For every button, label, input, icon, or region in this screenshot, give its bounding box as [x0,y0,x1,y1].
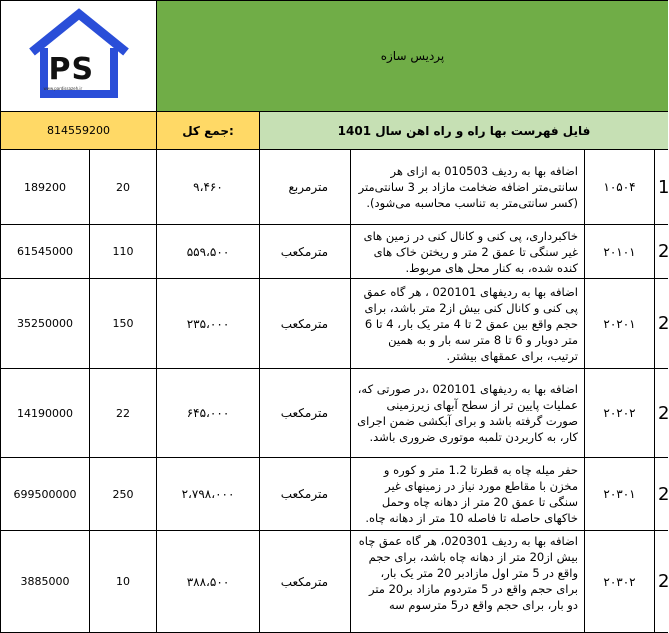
unit-text: مترمکعب [280,574,328,589]
unit-price-text: ۹،۴۶۰ [193,180,223,194]
description-cell [351,279,585,369]
description-cell [351,531,585,633]
quantity-text: 110 [112,245,134,258]
logo-text: PS [48,52,95,87]
amount-cell [0,458,90,531]
amount-cell [0,279,90,369]
logo [24,8,134,104]
unit-text: مترمکعب [280,487,328,501]
quantity-cell [90,225,157,279]
description-text: حفر میله چاه به قطرتا 1.2 متر و کوره و مخزن با مقاطع مورد نیاز در زمینهای غیر سنگی تا عمق 20 متر از دهانه چاه وحمل خاکهای حاصله تا فاصله 10 متر از دهانه چاه. [365,463,578,525]
description-cell [351,225,585,279]
unit-price-cell [157,150,260,225]
total-value-cell [0,112,157,150]
chapter-index-text: 2 [658,402,669,424]
chapter-index-cell [655,279,668,369]
chapter-index-cell [655,458,668,531]
item-code-text: ۲۰۳۰۱ [603,487,636,501]
unit-price-cell [157,369,260,458]
item-code-text: ۲۰۲۰۲ [603,406,636,420]
unit-price-cell [157,279,260,369]
total-label-cell [157,112,260,150]
quantity-cell [90,531,157,633]
unit-price-cell [157,458,260,531]
logo-caption: www.pardissazeh.ir [43,86,83,91]
chapter-index-text: 2 [658,571,669,592]
item-code-cell [585,458,655,531]
quantity-text: 10 [116,575,130,588]
item-code-cell [585,150,655,225]
amount-cell [0,225,90,279]
unit-cell [260,279,351,369]
chapter-index-cell [655,225,668,279]
file-title-cell [260,112,668,150]
quantity-cell [90,458,157,531]
amount-text: 14190000 [17,406,73,420]
quantity-text: 150 [112,317,134,330]
quantity-cell [90,369,157,458]
unit-price-text: ۳۸۸،۵۰۰ [186,574,230,589]
unit-cell [260,369,351,458]
description-text: اضافه بها به ردیف 020301، هر گاه عمق چاه بیش از20 متر از دهانه چاه باشد، برای حجم واقع در 5 متر اول مازادبر 20 متر یک بار، برای حجم واقع در 5 متردوم مازاد بر20 متر دو بار، برای حجم واقع در5 مترسوم سه [358,534,578,612]
total-label: جمع کل: [182,123,234,138]
description-cell [351,458,585,531]
unit-price-cell [157,225,260,279]
item-code-text: ۲۰۲۰۱ [603,316,636,331]
chapter-index-text: 1 [658,176,669,198]
amount-text: 699500000 [13,487,77,501]
item-code-cell [585,225,655,279]
unit-price-text: ۲،۷۹۸،۰۰۰ [181,487,235,501]
item-code-text: ۱۰۵۰۴ [603,180,636,194]
chapter-index-cell [655,369,668,458]
quantity-text: 22 [116,406,130,420]
amount-cell [0,369,90,458]
unit-text: مترمکعب [280,244,328,259]
chapter-index-text: 2 [658,483,669,505]
description-text: اضافه بها به ردیفهای 020101 ، هر گاه عمق پی کنی و کانال کنی بیش از2 متر باشد، برای حجم واقع بین عمق 2 تا 4 متر یک بار، 4 تا 6 متر دوبار و 6 تا 8 متر سه بار و به همین ترتیب، برای عمقهای بیشتر. [363,284,578,363]
description-text: خاکبرداری، پی کنی و کانال کنی در زمین های غیر سنگی تا عمق 2 متر و ریختن خاک های کنده شده، به کنار محل های مربوط. [363,228,578,275]
unit-cell [260,458,351,531]
description-text: اضافه بها به ردیف 010503 به ازای هر سانتی‌متر اضافه ضخامت مازاد بر 3 سانتی‌متر (کسر سانتی‌متر به تناسب محاسبه می‌شود). [358,164,578,210]
unit-cell [260,225,351,279]
description-text: اضافه بها به ردیفهای 020101 ،در صورتی که، عملیات پایین تر از سطح آبهای زیرزمینی صورت گرفته باشد و برای آبکشی ضمن اجرای کار، به کاربردن تلمبه موتوری ضروری باشد. [357,382,578,444]
amount-text: 35250000 [17,317,73,330]
amount-cell [0,150,90,225]
item-code-cell [585,369,655,458]
item-code-text: ۲۰۳۰۲ [603,574,636,589]
logo-cell [0,0,157,112]
chapter-index-cell [655,531,668,633]
file-title: فایل فهرست بها راه و راه اهن سال 1401 [337,123,591,138]
chapter-index-cell [655,150,668,225]
amount-text: 61545000 [17,245,73,258]
amount-text: 189200 [24,180,66,194]
company-title: پردیس سازه [380,49,445,63]
unit-price-text: ۶۴۵،۰۰۰ [186,406,230,420]
unit-price-text: ۵۵۹،۵۰۰ [186,244,230,259]
amount-text: 3885000 [20,575,70,588]
unit-price-cell [157,531,260,633]
chapter-index-text: 2 [658,313,669,334]
total-value: 814559200 [47,124,110,137]
unit-cell [260,531,351,633]
item-code-cell [585,531,655,633]
quantity-cell [90,279,157,369]
company-title-cell [157,0,668,112]
quantity-cell [90,150,157,225]
unit-price-text: ۲۳۵،۰۰۰ [186,316,230,331]
item-code-text: ۲۰۱۰۱ [603,244,636,259]
chapter-index-text: 2 [658,241,669,262]
description-cell [351,369,585,458]
quantity-text: 250 [112,487,134,501]
unit-cell [260,150,351,225]
amount-cell [0,531,90,633]
unit-text: مترمربع [288,180,328,194]
quantity-text: 20 [116,180,130,194]
unit-text: مترمکعب [280,316,328,331]
description-cell [351,150,585,225]
item-code-cell [585,279,655,369]
unit-text: مترمکعب [280,406,328,420]
